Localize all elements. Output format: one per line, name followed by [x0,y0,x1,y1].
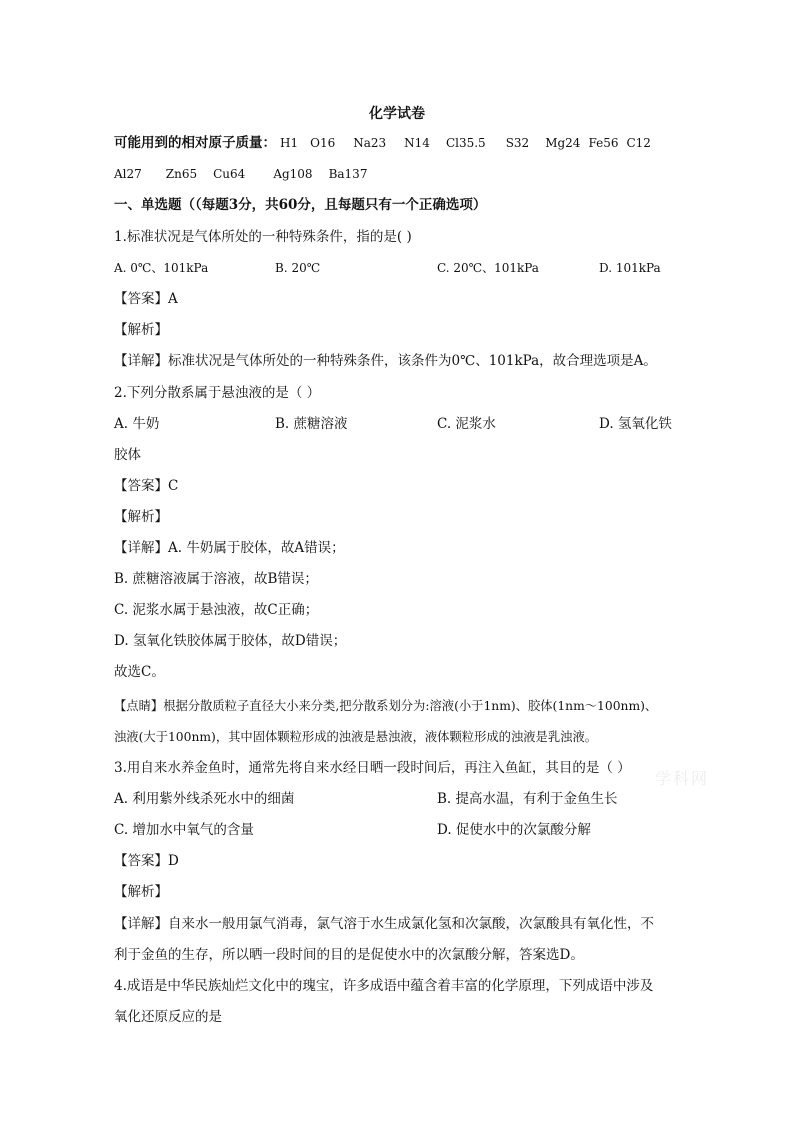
question-1-stem: 1.标准状况是气体所处的一种特殊条件，指的是( ) [114,229,412,245]
q2-option-c: C. 泥浆水 [437,416,496,432]
q2-tip-line: 【点睛】根据分散质粒子直径大小来分类,把分散系划分为:溶液(小于1nm)、胶体(1nm～100nm)、 [114,699,658,713]
question-4-stem: 4.成语是中华民族灿烂文化中的瑰宝，许多成语中蕴含着丰富的化学原理，下列成语中涉及 [114,978,654,994]
q3-detail-line: 【详解】自来水一般用氯气消毒，氯气溶于水生成氯化氢和次氯酸，次氯酸具有氧化性，不 [114,916,654,932]
q2-option-b: B. 蔗糖溶液 [275,416,348,432]
atomic-mass-item: Al27 [114,167,142,181]
atomic-mass-item: Na23 [353,136,387,150]
q3-option-d: D. 促使水中的次氯酸分解 [437,822,591,838]
q2-detail-line: B. 蔗糖溶液属于溶液，故B错误； [114,571,318,587]
atomic-mass-row-2 [114,165,367,183]
q3-option-c: C. 增加水中氧气的含量 [114,822,254,838]
atomic-mass-item: S32 [505,136,530,150]
section-heading: 一、单选题（（每题3分，共60分，且每题只有一个正确选项） [114,197,487,213]
q1-option-b: B. 20℃ [275,261,321,275]
question-3-stem: 3.用自来水养金鱼时，通常先将自来水经日晒一段时间后，再注入鱼缸，其目的是（ ） [114,760,631,776]
atomic-mass-item: Fe56 [588,136,619,150]
q2-option-d-continued: 胶体 [114,447,141,463]
q1-analysis-label: 【解析】 [114,322,168,338]
q2-tip-line: 浊液(大于100nm)，其中固体颗粒形成的浊液是悬浊液，液体颗粒形成的浊液是乳浊液。 [114,730,598,744]
q1-option-d: D. 101kPa [599,261,661,275]
atomic-mass-item: Zn65 [165,167,198,181]
q1-option-a: A. 0℃、101kPa [114,261,209,275]
q3-option-a: A. 利用紫外线杀死水中的细菌 [114,791,295,807]
q2-analysis-label: 【解析】 [114,509,168,525]
q2-detail-line: 【详解】A. 牛奶属于胶体，故A错误； [114,540,345,556]
watermark: 学科网 [655,769,710,788]
q3-detail-line: 利于金鱼的生存，所以晒一段时间的目的是促使水中的次氯酸分解，答案选D。 [114,947,584,963]
q1-answer: 【答案】A [114,291,178,307]
atomic-mass-item: H1 [280,136,299,150]
q1-option-c: C. 20℃、101kPa [437,261,539,275]
question-4-stem: 氧化还原反应的是 [114,1009,222,1025]
atomic-mass-label: 可能用到的相对原子质量： [114,135,276,151]
atomic-mass-item: O16 [310,136,336,150]
atomic-mass-item: Mg24 [545,136,581,150]
question-2-stem: 2.下列分散系属于悬浊液的是（ ） [114,385,321,401]
q1-detail: 【详解】标准状况是气体所处的一种特殊条件，该条件为0℃、101kPa，故合理选项是A。 [114,353,657,369]
q2-answer: 【答案】C [114,478,179,494]
q2-detail-line: C. 泥浆水属于悬浊液，故C正确； [114,602,319,618]
atomic-mass-item: N14 [404,136,430,150]
atomic-mass-row-1 [114,134,651,152]
atomic-mass-item: Cu64 [213,167,246,181]
atomic-mass-item: C12 [626,136,651,150]
page-title: 化学试卷 [369,106,425,122]
atomic-mass-item: Ag108 [273,167,313,181]
q2-detail-line: D. 氢氧化铁胶体属于胶体，故D错误； [114,633,347,649]
q3-answer: 【答案】D [114,853,179,869]
q2-detail-line: 故选C。 [114,664,165,680]
q2-option-d: D. 氢氧化铁 [599,416,672,432]
atomic-mass-item: Cl35.5 [445,136,486,150]
q2-option-a: A. 牛奶 [114,416,160,432]
atomic-mass-item: Ba137 [328,167,368,181]
q3-option-b: B. 提高水温，有利于金鱼生长 [437,791,618,807]
q3-analysis-label: 【解析】 [114,884,168,900]
